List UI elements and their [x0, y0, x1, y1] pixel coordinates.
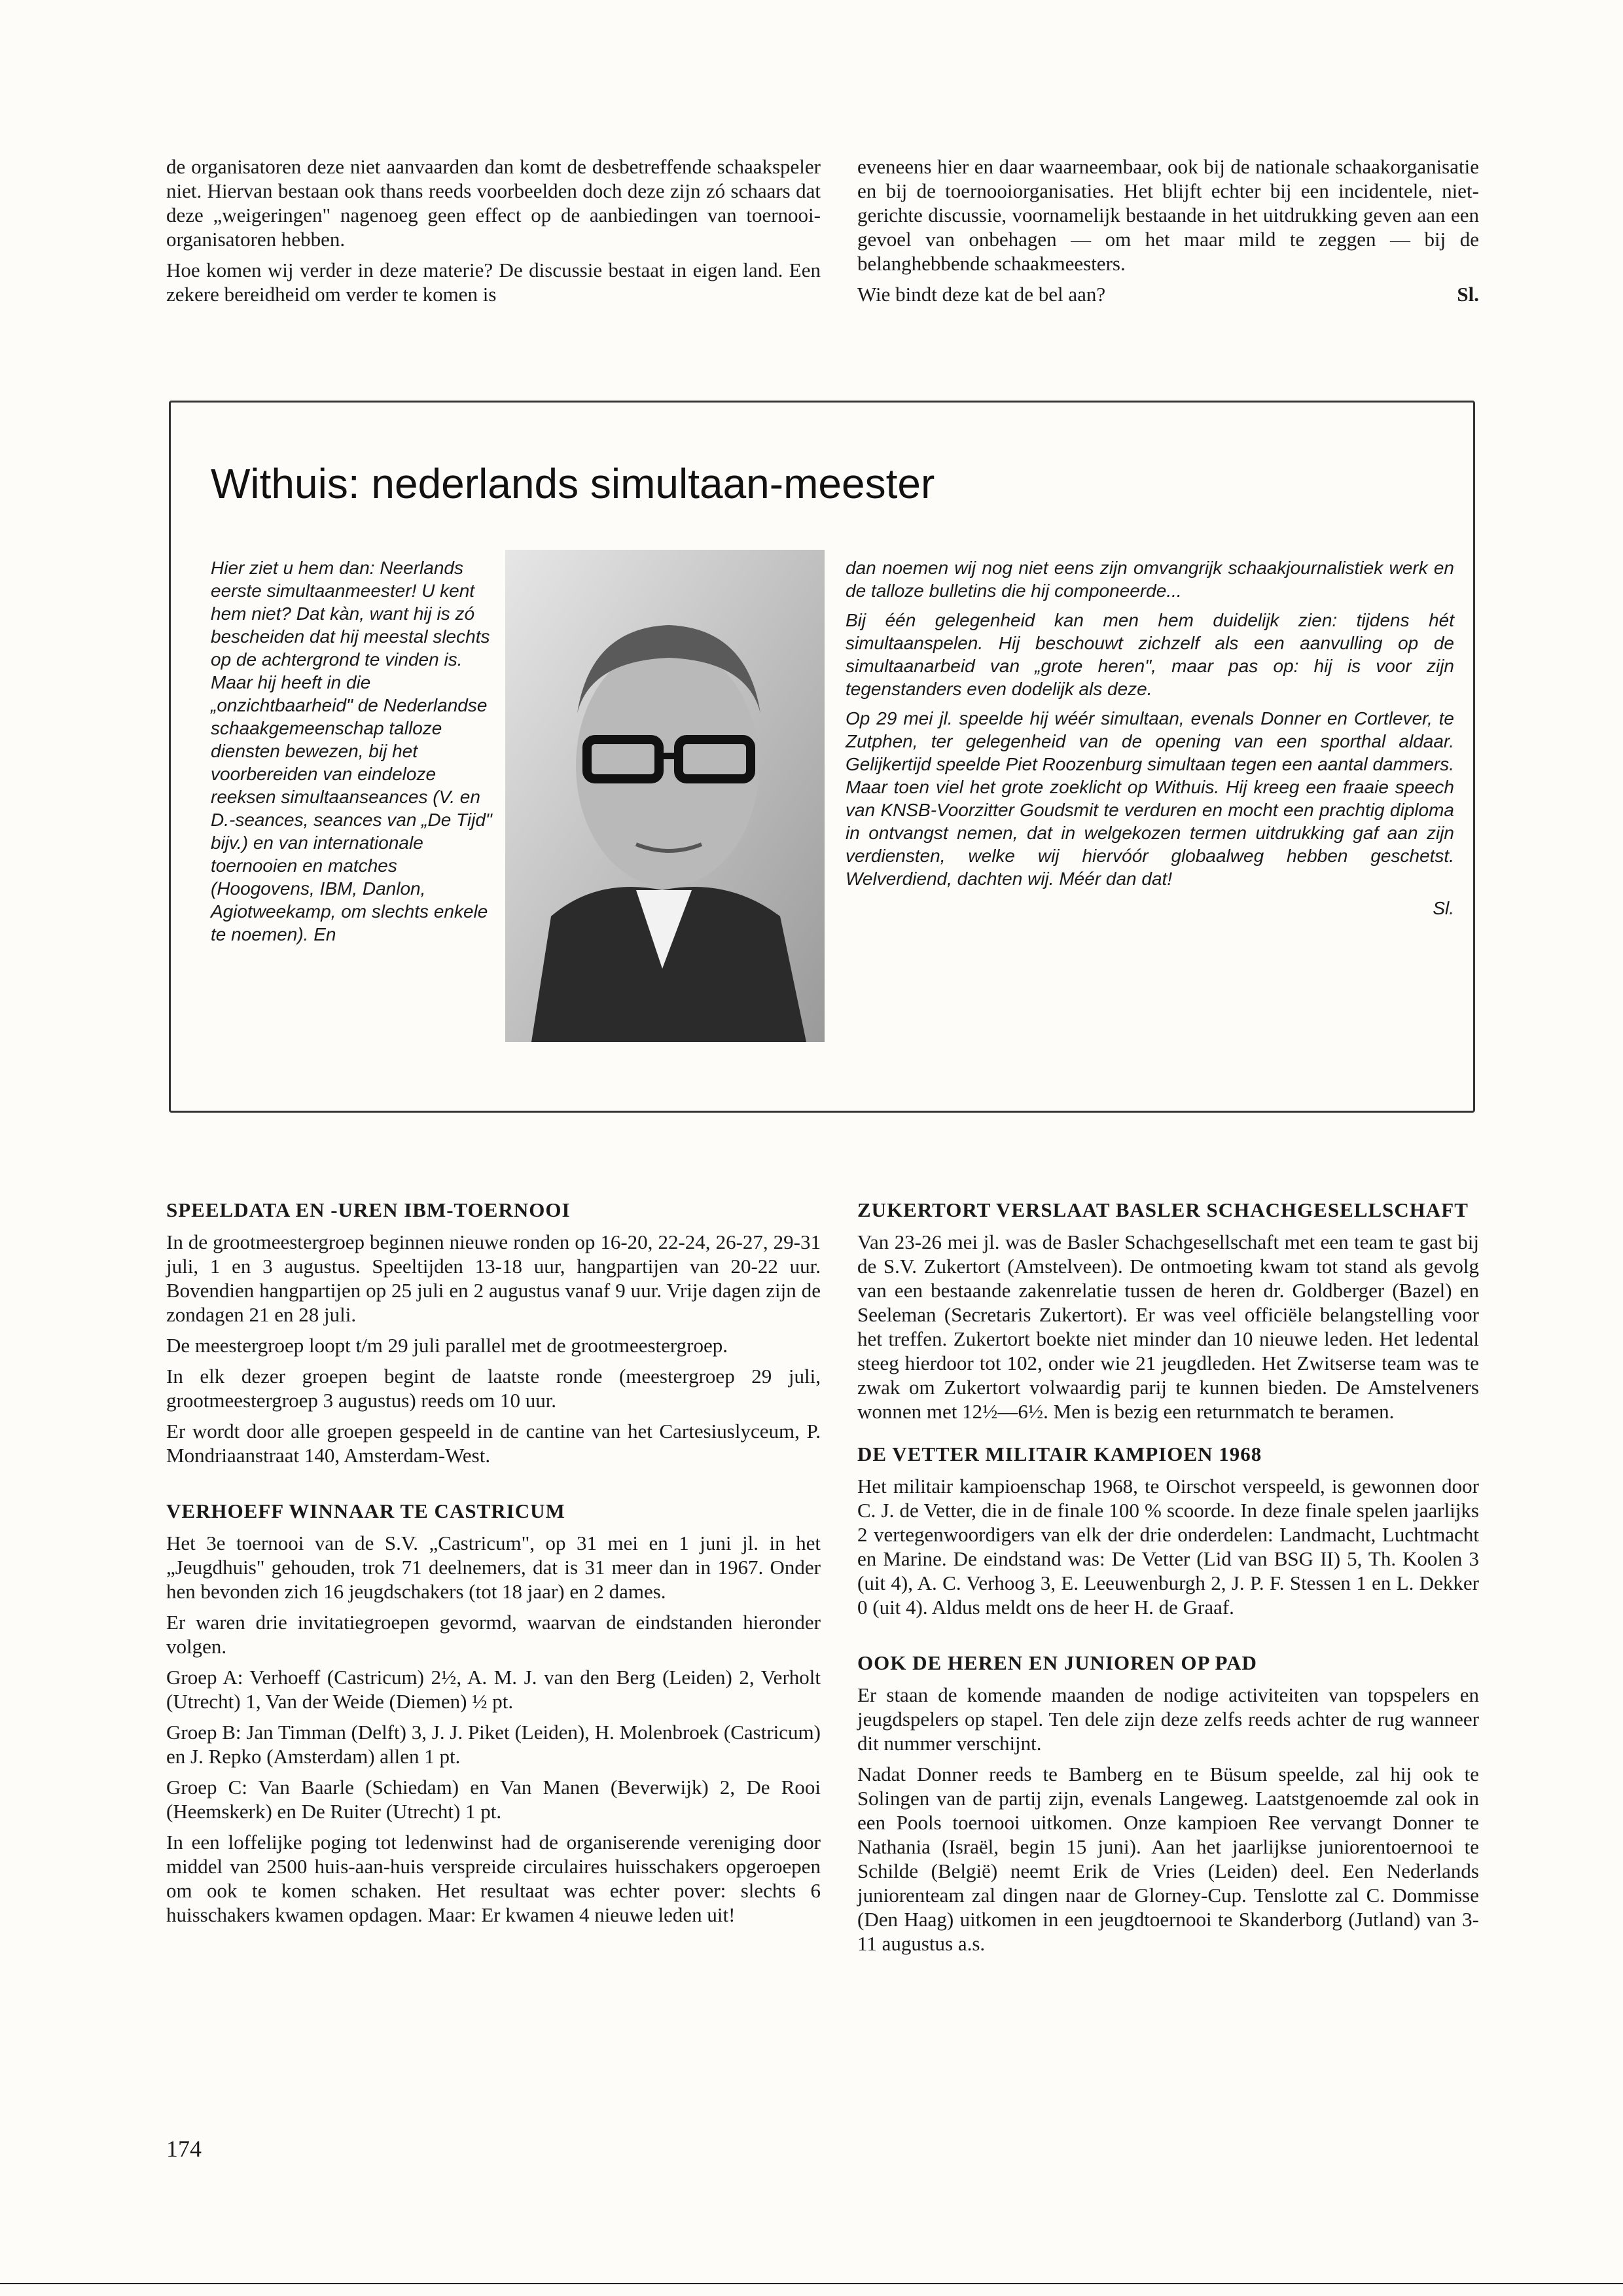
article-ibm-toernooi [166, 1198, 821, 1467]
article-heading: VERHOEFF WINNAAR TE CASTRICUM [166, 1499, 565, 1522]
article-paragraph: Groep C: Van Baarle (Schiedam) en Van Manen (Beverwijk) 2, De Rooi (Heemskerk) en De Ruiter (Utrecht) 1 pt. [166, 1776, 821, 1823]
article-heading: ZUKERTORT VERSLAAT BASLER SCHACHGESELLSCHAFT [857, 1198, 1469, 1221]
article-paragraph: Groep A: Verhoeff (Castricum) 2½, A. M. J. van den Berg (Leiden) 2, Verholt (Utrecht) 1, Van der Weide (Diemen) ½ pt. [166, 1666, 821, 1713]
article-heading: OOK DE HEREN EN JUNIOREN OP PAD [857, 1651, 1257, 1674]
top-right-column [857, 154, 1479, 313]
portrait-image [505, 550, 825, 1042]
article-zukertort [857, 1198, 1479, 1424]
feature-left-text: Hier ziet u hem dan: Neerlands eerste simultaanmeester! U kent hem niet? Dat kàn, want hij is zó bescheiden dat hij meestal slechts op de achtergrond te vinden is. Maar hij heeft in die „onzichtbaarheid" de Nederlandse schaakgemeenschap talloze diensten bewezen, bij het voorbereiden van eindeloze reeksen simultaanseances (V. en D.-seances, seances van „De Tijd" bijv.) en van internationale toernooien en matches (Hoogovens, IBM, Danlon, Agiotweekamp, om slechts enkele te noemen). En [211, 558, 492, 944]
feature-right-paragraph: Bij één gelegenheid kan men hem duidelijk zien: tijdens hét simultaanspelen. Hij beschouwt zichzelf als een aanvulling op de simultaanarbeid van „grote heren", maar pas op: hij is voor zijn tegenstanders even dodelijk als deze. [846, 610, 1454, 699]
top-left-paragraph: de organisatoren deze niet aanvaarden dan komt de desbetreffende schaakspeler niet. Hiervan bestaan ook thans reeds voorbeelden doch deze zijn zó schaars dat deze „weigeringen" nagenoeg geen effect op de aanbiedingen van toernooi-organisatoren hebben. [166, 155, 821, 251]
article-paragraph: Groep B: Jan Timman (Delft) 3, J. J. Piket (Leiden), H. Molenbroek (Castricum) en J. Repko (Amsterdam) allen 1 pt. [166, 1721, 821, 1768]
portrait-photo [505, 550, 825, 1042]
bottom-rule [0, 2283, 1623, 2284]
lower-right-column [857, 1198, 1479, 1962]
article-castricum [166, 1499, 821, 1927]
article-paragraph: Van 23-26 mei jl. was de Basler Schachgesellschaft met een team te gast bij de S.V. Zukertort (Amstelveen). De ontmoeting kwam tot stand als gevolg van een bestaande zakenrelatie tussen de heren dr. Goldberger (Bazel) en Seeleman (Secretaris Zukertort). Er was veel officiële belangstelling voor het treffen. Zukertort boekte niet minder dan 10 nieuwe leden. Het ledental steeg hierdoor tot 102, onder wie 21 jeugdleden. Het Zwitserse team was te zwak om Zukertort volwaardig parij te kunnen bieden. De Amstelveners wonnen met 12½—6½. Men is bezig een returnmatch te beramen. [857, 1230, 1479, 1423]
article-paragraph: Het militair kampioenschap 1968, te Oirschot verspeeld, is gewonnen door C. J. de Vetter, die in de finale 100 % scoorde. In deze finale spelen jaarlijks 2 vertegenwoordigers van elk der drie onderdelen: Landmacht, Luchtmacht en Marine. De eindstand was: De Vetter (Lid van BSG II) 5, Th. Koolen 3 (uit 4), A. C. Verhoog 3, E. Leeuwenburgh 2, J. P. F. Stessen 1 en L. Dekker 0 (uit 4). Aldus meldt ons de heer H. de Graaf. [857, 1475, 1479, 1619]
article-heading: SPEELDATA EN -UREN IBM-TOERNOOI [166, 1198, 571, 1221]
top-left-paragraph: Hoe komen wij verder in deze materie? De discussie bestaat in eigen land. Een zekere bereidheid om verder te komen is [166, 259, 821, 306]
article-paragraph: Er waren drie invitatiegroepen gevormd, waarvan de eindstanden hieronder volgen. [166, 1611, 821, 1658]
top-left-column [166, 154, 821, 313]
top-signoff: Sl. [1457, 283, 1479, 306]
top-right-paragraph: eveneens hier en daar waarneembaar, ook bij de nationale schaakorganisatie en bij de toernooiorganisaties. Het blijft echter bij een incidentele, niet-gerichte discussie, voornamelijk bestaande in het uitdrukking geven aan een gevoel van onbehagen — om het maar mild te zeggen — bij de belanghebbende schaakmeesters. [857, 155, 1479, 275]
top-right-question-text: Wie bindt deze kat de bel aan? [857, 283, 1106, 306]
top-right-question [857, 282, 1479, 306]
article-heading: DE VETTER MILITAIR KAMPIOEN 1968 [857, 1443, 1262, 1465]
article-paragraph: Er staan de komende maanden de nodige activiteiten van topspelers en jeugdspelers op stapel. Ten dele zijn deze zelfs reeds achter de rug wanneer dit nummer verschijnt. [857, 1683, 1479, 1755]
article-paragraph: Er wordt door alle groepen gespeeld in de cantine van het Cartesiuslyceum, P. Mondriaanstraat 140, Amsterdam-West. [166, 1420, 821, 1467]
article-paragraph: In de grootmeestergroep beginnen nieuwe ronden op 16-20, 22-24, 26-27, 29-31 juli, 1 en 3 augustus. Speeltijden 13-18 uur, hangpartijen van 20-22 uur. Bovendien hangpartijen op 25 juli en 2 augustus vanaf 9 uur. Vrije dagen zijn de zondagen 21 en 28 juli. [166, 1230, 821, 1326]
article-heren-junioren [857, 1651, 1479, 1956]
lower-left-column [166, 1198, 821, 1933]
feature-signoff: Sl. [1433, 898, 1454, 918]
article-paragraph: Nadat Donner reeds te Bamberg en te Büsum speelde, zal hij ook te Solingen van de partij zijn, evenals Langeweg. Laatstgenoemde zal ook in een Pools toernooi uitkomen. Onze kampioen Ree vervangt Donner te Nathania (Israël, begin 15 juni). Aan het jaarlijkse juniorentoernooi te Schilde (België) neemt Erik de Vries (Leiden) deel. Een Nederlands juniorenteam zal dingen naar de Glorney-Cup. Tenslotte zal C. Dommisse (Den Haag) uitkomen in een jeugdtoernooi te Skanderborg (Jutland) van 3-11 augustus a.s. [857, 1763, 1479, 1955]
feature-right-text [846, 556, 1454, 926]
article-paragraph: In elk dezer groepen begint de laatste ronde (meestergroep 29 juli, grootmeestergroep 3 augustus) reeds om 10 uur. [166, 1365, 821, 1412]
article-paragraph: Het 3e toernooi van de S.V. „Castricum", op 31 mei en 1 juni jl. in het „Jeugdhuis" gehouden, trok 71 deelnemers, dat is 31 meer dan in 1967. Onder hen bevonden zich 16 jeugdschakers (tot 18 jaar) en 2 dames. [166, 1532, 821, 1603]
article-de-vetter [857, 1442, 1479, 1619]
feature-right-paragraph: dan noemen wij nog niet eens zijn omvangrijk schaakjournalistiek werk en de talloze bulletins die hij componeerde... [846, 558, 1454, 601]
page-number: 174 [166, 2136, 202, 2162]
feature-right-paragraph: Op 29 mei jl. speelde hij wéér simultaan, evenals Donner en Cortlever, te Zutphen, ter gelegenheid van de opening van een sporthal aldaar. Gelijkertijd speelde Piet Roozenburg simultaan tegen een aantal dammers. Maar toen viel het grote zoeklicht op Withuis. Hij kreeg een fraaie speech van KNSB-Voorzitter Goudsmit te verduren en mocht een prachtig diploma in ontvangst nemen, dat in welgekozen termen uitdrukking gaf aan zijn verdiensten, welke wij hiervóór globaalweg hebben geschetst. Welverdiend, dachten wij. Méér dan dat! [846, 708, 1454, 889]
article-paragraph: De meestergroep loopt t/m 29 juli parallel met de grootmeestergroep. [166, 1334, 728, 1357]
article-paragraph: In een loffelijke poging tot ledenwinst had de organiserende vereniging door middel van 2500 huis-aan-huis verspreide circulaires huisschakers opgeroepen om ook te komen schaken. Het resultaat was echter pover: slechts 6 huisschakers kwamen opdagen. Maar: Er kwamen 4 nieuwe leden uit! [166, 1831, 821, 1926]
feature-title: Withuis: nederlands simultaan-meester [211, 460, 935, 507]
